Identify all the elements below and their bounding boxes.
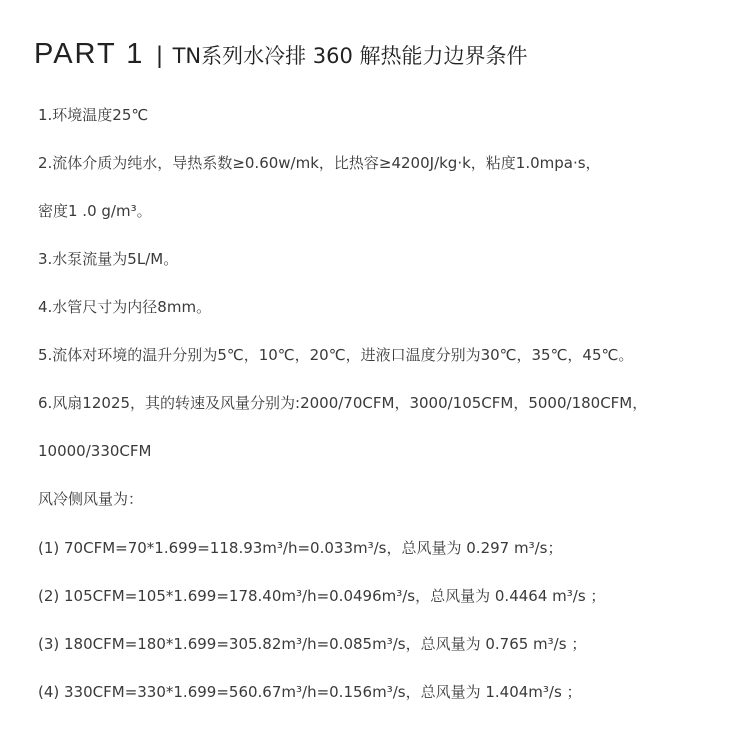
airflow-item-2: (2) 105CFM=105*1.699=178.40m³/h=0.0496m³/s，总风量为 0.4464 m³/s ； bbox=[38, 587, 606, 605]
title-part-label: PART 1 bbox=[34, 38, 145, 70]
condition-6-fan-speeds: 6.风扇12025，其的转速及风量分别为:2000/70CFM，3000/105CFM，5000/180CFM， bbox=[38, 394, 648, 412]
condition-6-fan-speeds-cont: 10000/330CFM bbox=[38, 442, 152, 460]
title-separator: | bbox=[156, 42, 163, 69]
page-title bbox=[34, 38, 528, 74]
airflow-item-3: (3) 180CFM=180*1.699=305.82m³/h=0.085m³/s，总风量为 0.765 m³/s ； bbox=[38, 635, 587, 653]
airflow-item-1: (1) 70CFM=70*1.699=118.93m³/h=0.033m³/s，总风量为 0.297 m³/s； bbox=[38, 539, 563, 557]
airflow-item-4: (4) 330CFM=330*1.699=560.67m³/h=0.156m³/s，总风量为 1.404m³/s ； bbox=[38, 683, 582, 701]
condition-3-pump-flow: 3.水泵流量为5L/M。 bbox=[38, 250, 179, 268]
condition-2-fluid-medium: 2.流体介质为纯水，导热系数≥0.60w/mk，比热容≥4200J/kg·k，粘度1.0mpa·s， bbox=[38, 154, 601, 172]
condition-1-ambient-temperature: 1.环境温度25℃ bbox=[38, 106, 149, 124]
condition-5-temperature-rise: 5.流体对环境的温升分别为5℃，10℃，20℃，进液口温度分别为30℃，35℃，45℃。 bbox=[38, 346, 634, 364]
condition-4-tube-size: 4.水管尺寸为内径8mm。 bbox=[38, 298, 212, 316]
title-text: TN系列水冷排 360 解热能力边界条件 bbox=[172, 44, 528, 68]
airflow-heading: 风冷侧风量为： bbox=[38, 490, 144, 508]
condition-2-fluid-density: 密度1 .0 g/m³。 bbox=[38, 202, 152, 220]
